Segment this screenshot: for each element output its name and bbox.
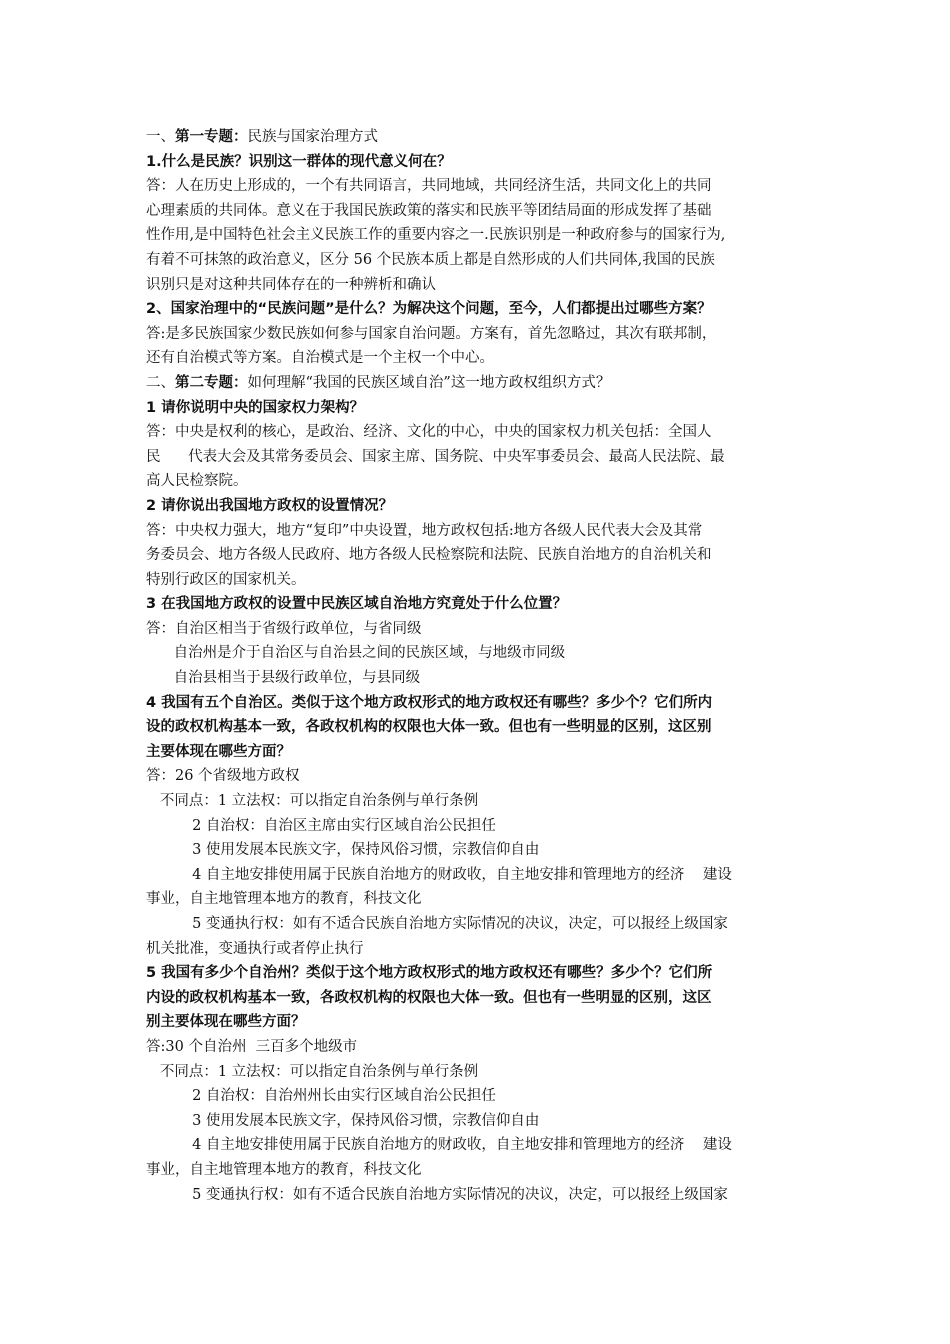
question-line: 内设的政权机构基本一致，各政权机构的权限也大体一致。但也有一些明显的区别，这区	[146, 989, 712, 1006]
text-line: 高人民检察院。	[146, 473, 248, 490]
text-line: 自治州是介于自治区与自治县之间的民族区域，与地级市同级	[146, 645, 566, 662]
text-line: 3 使用发展本民族文字，保持风俗习惯，宗教信仰自由	[146, 1112, 540, 1129]
text-line: 还有自治模式等方案。自治模式是一个主权一个中心。	[146, 350, 494, 367]
question-line: 5 我国有多少个自治州？类似于这个地方政权形式的地方政权还有哪些？多少个？它们所	[146, 965, 713, 982]
text-line: 有着不可抹煞的政治意义，区分 56 个民族本质上都是自然形成的人们共同体,我国的民族	[146, 251, 715, 268]
question-line: 2、国家治理中的“民族问题”是什么？为解决这个问题，至今，人们都提出过哪些方案？	[146, 301, 712, 318]
question-line: 3 在我国地方政权的设置中民族区域自治地方究竟处于什么位置？	[146, 596, 568, 613]
text-line: 答：26 个省级地方政权	[146, 768, 300, 785]
text-line: 2 自治权：自治区主席由实行区域自治公民担任	[146, 817, 496, 834]
text-line: 答:是多民族国家少数民族如何参与国家自治问题。方案有，首先忽略过，其次有联邦制，	[146, 325, 717, 342]
text-line: 答：中央是权利的核心，是政治、经济、文化的中心，中央的国家权力机关包括：全国人	[146, 424, 712, 441]
question-line: 1.什么是民族？识别这一群体的现代意义何在？	[146, 153, 452, 170]
text-segment: 一、	[146, 129, 175, 145]
text-line: 答:30 个自治州 三百多个地级市	[146, 1038, 358, 1055]
text-line: 不同点：1 立法权：可以指定自治条例与单行条例	[146, 1063, 479, 1080]
text-line: 答：人在历史上形成的，一个有共同语言，共同地域，共同经济生活，共同文化上的共同	[146, 178, 712, 195]
text-line: 4 自主地安排使用属于民族自治地方的财政收，自主地安排和管理地方的经济 建设	[146, 1137, 732, 1154]
text-line	[146, 371, 814, 396]
text-line: 务委员会、地方各级人民政府、地方各级人民检察院和法院、民族自治地方的自治机关和	[146, 547, 712, 564]
text-line	[146, 125, 814, 150]
question-line: 4 我国有五个自治区。类似于这个地方政权形式的地方政权还有哪些？多少个？它们所内	[146, 694, 713, 711]
text-line: 性作用,是中国特色社会主义民族工作的重要内容之一.民族识别是一种政府参与的国家行为,	[146, 227, 726, 244]
text-segment: 民族与国家治理方式	[247, 129, 378, 145]
text-line: 机关批准，变通执行或者停止执行	[146, 940, 364, 957]
document-page	[146, 125, 814, 1207]
question-line: 2 请你说出我国地方政权的设置情况？	[146, 497, 394, 514]
question-line: 别主要体现在哪些方面？	[146, 1014, 306, 1031]
text-line: 自治县相当于县级行政单位，与县同级	[146, 670, 421, 687]
text-line: 4 自主地安排使用属于民族自治地方的财政收，自主地安排和管理地方的经济 建设	[146, 866, 732, 883]
text-line: 不同点：1 立法权：可以指定自治条例与单行条例	[146, 793, 479, 810]
text-line: 2 自治权：自治州州长由实行区域自治公民担任	[146, 1088, 496, 1105]
text-segment: 如何理解“我国的民族区域自治”这一地方政权组织方式？	[247, 374, 611, 391]
text-line: 答：中央权力强大，地方“复印”中央设置，地方政权包括:地方各级人民代表大会及其常	[146, 522, 703, 539]
text-line: 特别行政区的国家机关。	[146, 571, 306, 588]
text-line: 5 变通执行权：如有不适合民族自治地方实际情况的决议，决定，可以报经上级国家	[146, 916, 728, 932]
question-line: 设的政权机构基本一致，各政权机构的权限也大体一致。但也有一些明显的区别，这区别	[146, 719, 712, 736]
text-line: 5 变通执行权：如有不适合民族自治地方实际情况的决议，决定，可以报经上级国家	[146, 1186, 728, 1203]
text-line: 事业，自主地管理本地方的教育，科技文化	[146, 1161, 422, 1178]
text-line: 事业，自主地管理本地方的教育，科技文化	[146, 891, 422, 908]
text-line: 识别只是对这种共同体存在的一种辨析和确认	[146, 276, 436, 293]
text-line: 民 代表大会及其常务委员会、国家主席、国务院、中央军事委员会、最高人民法院、最	[146, 448, 725, 465]
text-line: 心理素质的共同体。意义在于我国民族政策的落实和民族平等团结局面的形成发挥了基础	[146, 202, 712, 219]
question-line: 1 请你说明中央的国家权力架构？	[146, 399, 365, 416]
text-segment: 二、	[146, 374, 175, 391]
text-line: 3 使用发展本民族文字，保持风俗习惯，宗教信仰自由	[146, 842, 540, 859]
text-segment: 第一专题：	[175, 129, 248, 145]
text-line: 答：自治区相当于省级行政单位，与省同级	[146, 620, 422, 637]
text-segment: 第二专题：	[175, 374, 248, 391]
question-line: 主要体现在哪些方面？	[146, 743, 291, 760]
